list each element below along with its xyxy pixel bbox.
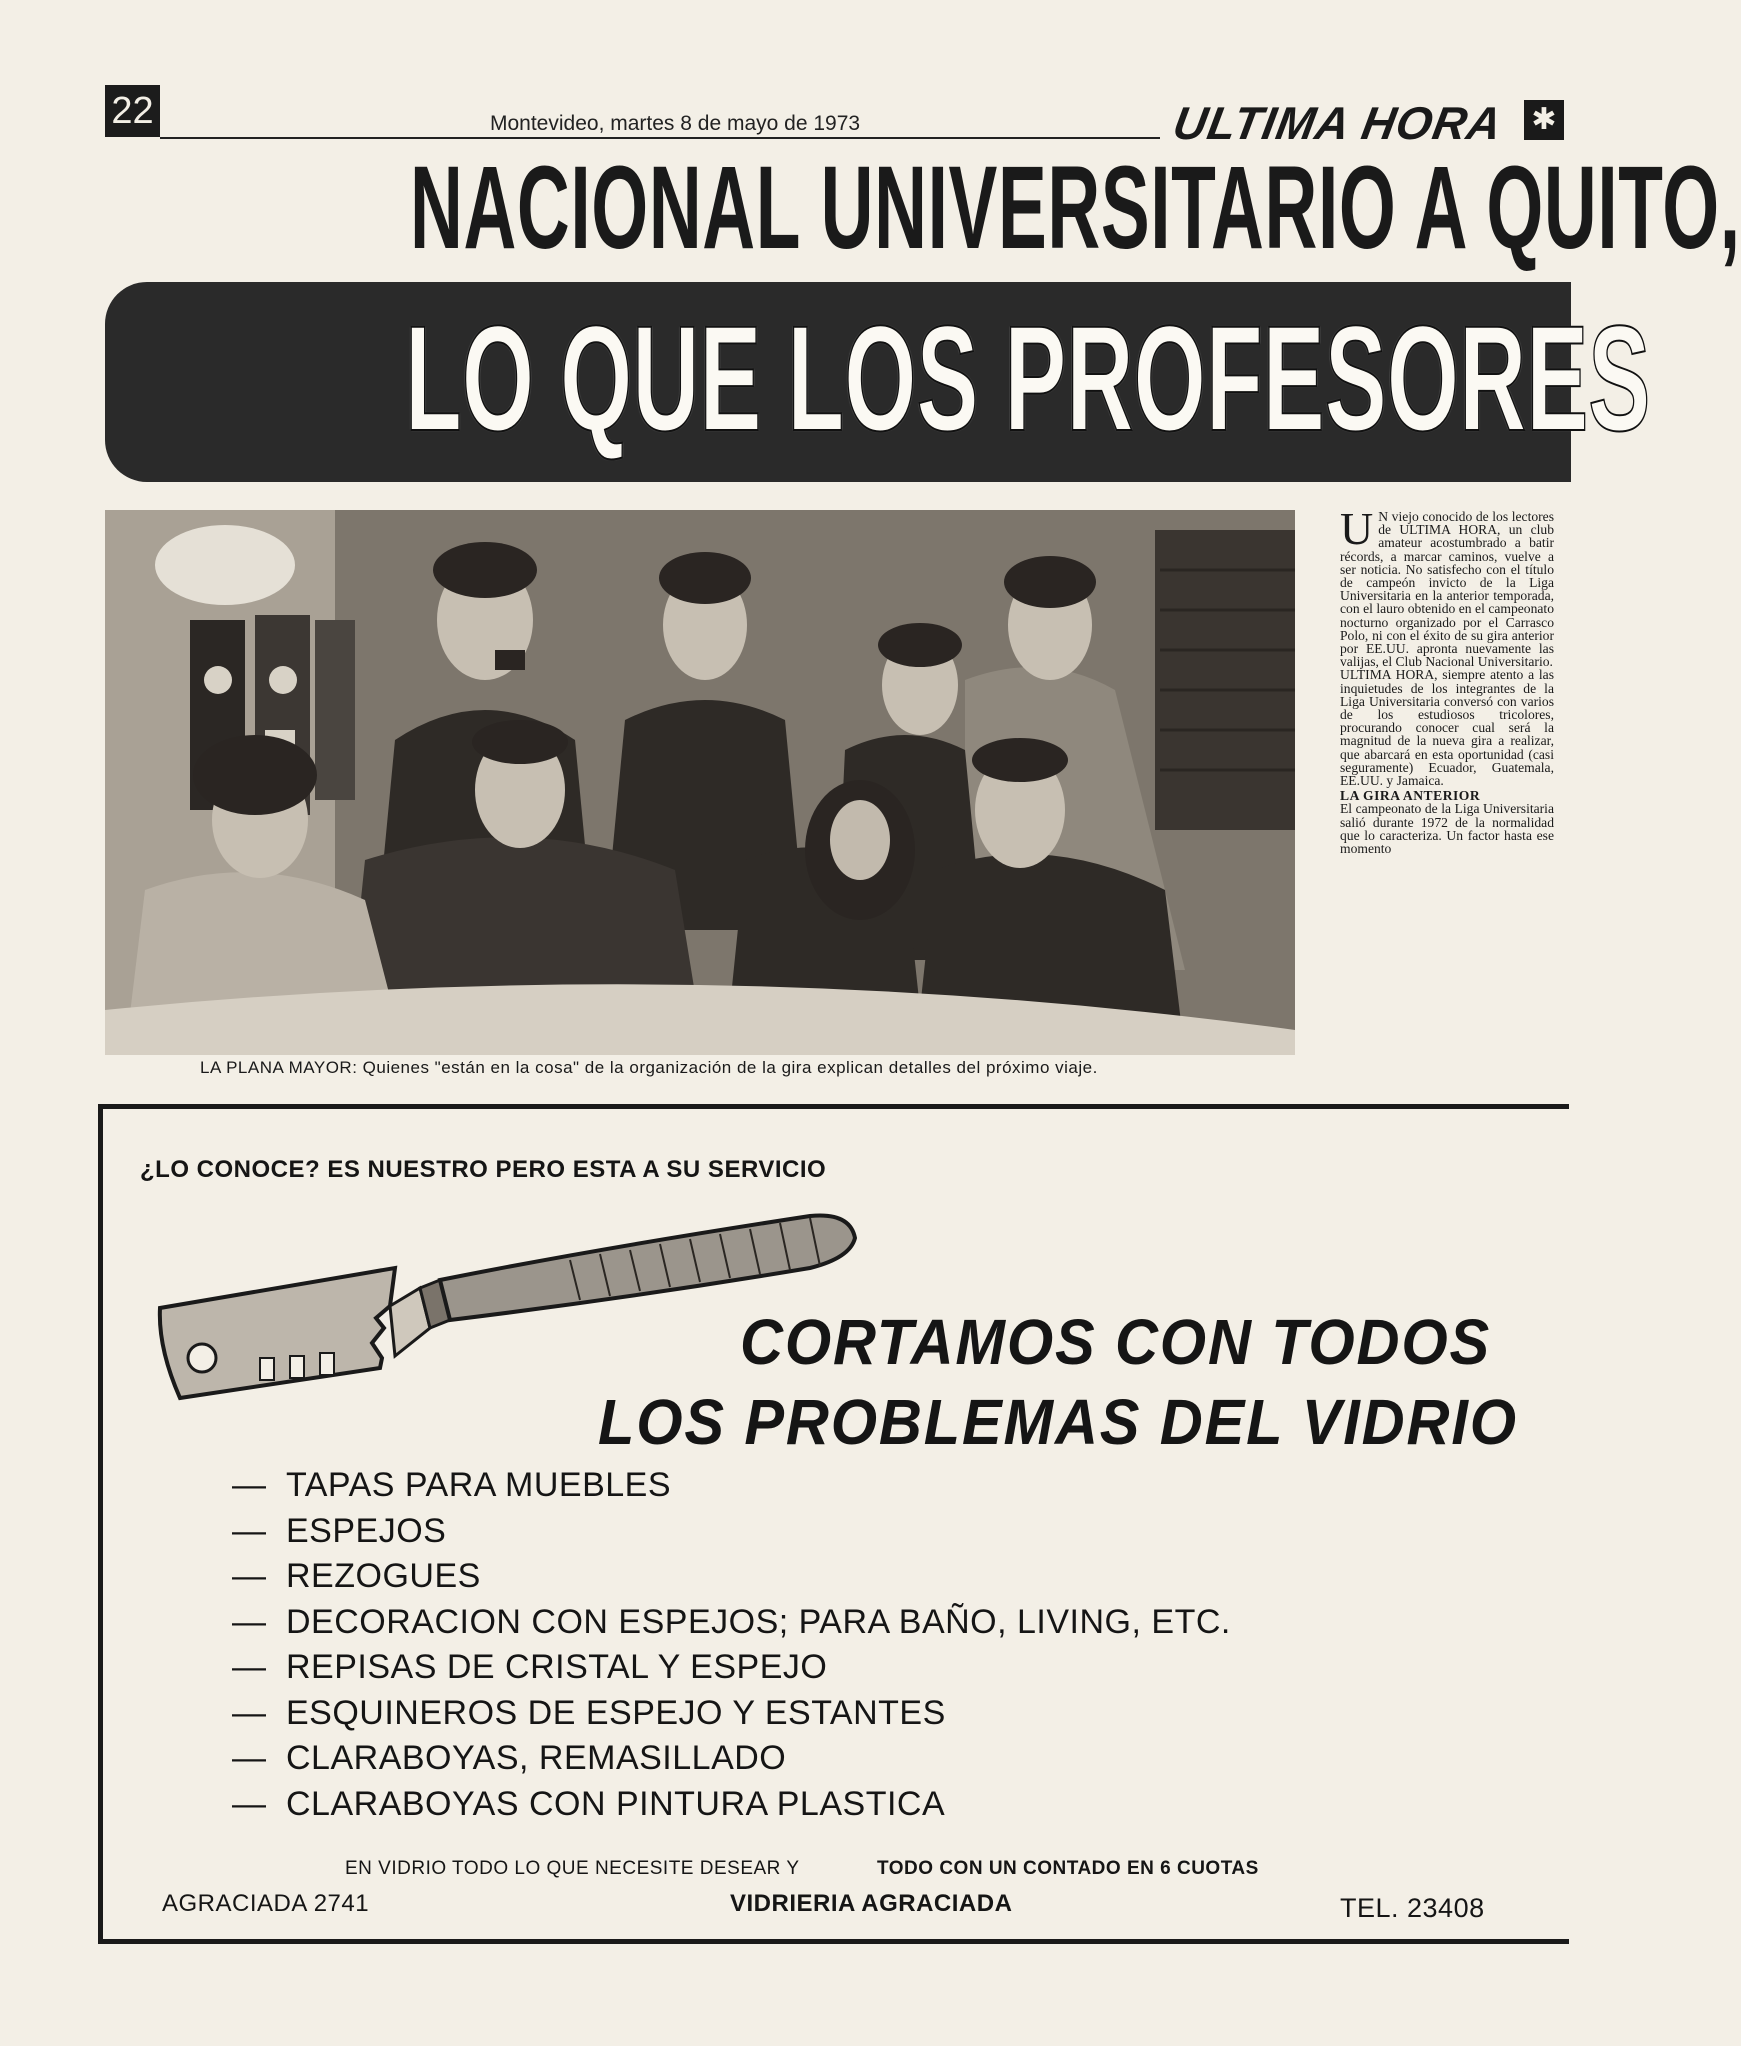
ad-slogan-line-1: CORTAMOS CON TODOS xyxy=(740,1306,1492,1378)
drop-cap: U xyxy=(1340,503,1374,554)
page-number: 22 xyxy=(105,85,160,137)
list-item xyxy=(232,1691,1231,1737)
article-paragraph xyxy=(1340,503,1554,670)
ad-footer-right: TODO CON UN CONTADO EN 6 CUOTAS xyxy=(877,1858,1259,1879)
list-item xyxy=(232,1782,1231,1828)
service-label: CLARABOYAS, REMASILLADO xyxy=(286,1739,787,1777)
service-label: ESPEJOS xyxy=(286,1511,447,1550)
team-photo-illustration xyxy=(105,510,1295,1055)
ad-phone: TEL. 23408 xyxy=(1340,1893,1485,1923)
article-paragraph-2: ULTIMA HORA, siempre atento a las inquietudes de los integrantes de la Liga Universitaria conversó con varios de los estudiosos tricolores, procurando conocer cual será la magnitud de la nueva gira a realizar, que abarcará en esta oportunidad (casi seguramente) Ecuador, Guatemala, EE.UU. y Jamaica. xyxy=(1340,667,1554,789)
service-label: REZOGUES xyxy=(286,1557,481,1595)
list-item xyxy=(232,1509,1231,1555)
services-list xyxy=(232,1463,1231,1827)
ad-address: AGRACIADA 2741 xyxy=(162,1890,370,1917)
service-label: TAPAS PARA MUEBLES xyxy=(286,1466,672,1504)
subheadline: LO QUE LOS PROFESORES xyxy=(405,294,1651,462)
article-subheading: LA GIRA ANTERIOR xyxy=(1340,788,1481,804)
ad-tagline: ¿LO CONOCE? ES NUESTRO PERO ESTA A SU SERVICIO xyxy=(140,1156,827,1183)
article-paragraph-3: El campeonato de la Liga Universitaria salió durante 1972 de la normalidad que lo caracteriza. Un factor hasta ese momento xyxy=(1340,801,1554,857)
article-paragraph-1: N viejo conocido de los lectores de ULTIMA HORA, un club amateur acostumbrado a batir récords, a marcar caminos, vuelve a ser noticia. No satisfecho con el título de campeón invicto de la Liga Universitaria en la anterior temporada, con el lauro obtenido en el campeonato nocturno organizado por el Carrasco Polo, ni con el éxito de su gira anterior por EE.UU. apronta nuevamente las valijas, el Club Nacional Universitario. xyxy=(1340,509,1554,670)
list-item xyxy=(232,1600,1231,1646)
list-dash: — xyxy=(232,1466,267,1504)
list-dash: — xyxy=(232,1784,267,1823)
list-dash: — xyxy=(232,1557,267,1595)
header-rule xyxy=(160,137,1160,139)
list-dash: — xyxy=(232,1602,267,1641)
list-item xyxy=(232,1554,1231,1600)
masthead-emblem-icon: ✱ xyxy=(1524,100,1564,140)
service-label: REPISAS DE CRISTAL Y ESPEJO xyxy=(286,1648,828,1686)
ad-business-name: VIDRIERIA AGRACIADA xyxy=(730,1890,1013,1917)
list-dash: — xyxy=(232,1648,267,1686)
service-label: ESQUINEROS DE ESPEJO Y ESTANTES xyxy=(286,1693,946,1732)
list-dash: — xyxy=(232,1693,267,1732)
ad-slogan-line-2: LOS PROBLEMAS DEL VIDRIO xyxy=(598,1386,1518,1458)
list-item xyxy=(232,1736,1231,1782)
headline: NACIONAL UNIVERSITARIO A QUITO, xyxy=(410,142,1741,274)
article-column xyxy=(1340,503,1554,857)
service-label: DECORACION CON ESPEJOS; PARA BAÑO, LIVING, ETC. xyxy=(286,1602,1231,1641)
list-item xyxy=(232,1645,1231,1691)
team-photo xyxy=(105,510,1295,1055)
list-dash: — xyxy=(232,1511,267,1550)
service-label: CLARABOYAS CON PINTURA PLASTICA xyxy=(286,1784,946,1823)
publication-date: Montevideo, martes 8 de mayo de 1973 xyxy=(490,112,861,135)
masthead-title: ULTIMA HORA xyxy=(1169,97,1507,149)
photo-caption: LA PLANA MAYOR: Quienes "están en la cosa" de la organización de la gira explican detalles del próximo viaje. xyxy=(200,1058,1098,1077)
list-dash: — xyxy=(232,1739,267,1777)
ad-footer-left: EN VIDRIO TODO LO QUE NECESITE DESEAR Y xyxy=(345,1858,800,1879)
list-item xyxy=(232,1463,1231,1509)
